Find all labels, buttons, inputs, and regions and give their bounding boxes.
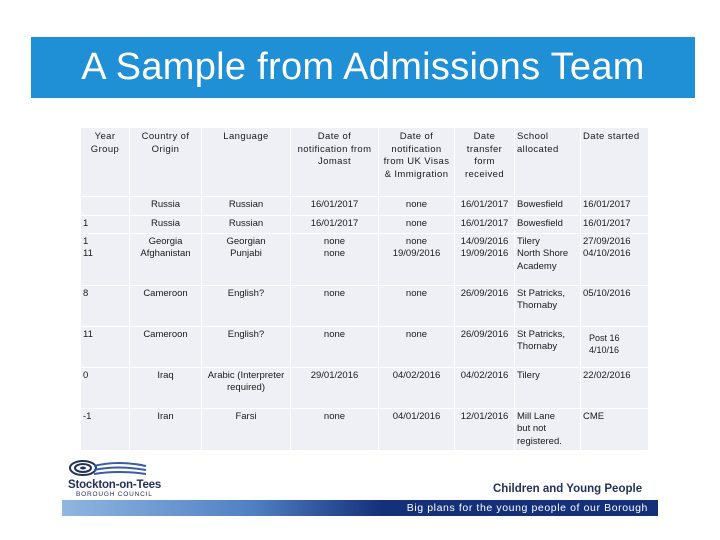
cell-date-started: 05/10/2016 (581, 285, 649, 326)
cell-language: Arabic (Interpreter required) (202, 367, 291, 408)
cell-language: Russian (202, 197, 291, 216)
cell-language: Farsi (202, 408, 291, 451)
cell-country: Russia (130, 216, 202, 234)
header-date-started: Date started (581, 128, 649, 197)
cell-date-uk-visas: none 19/09/2016 (379, 233, 455, 285)
cell-date-uk-visas: 04/02/2016 (379, 367, 455, 408)
cell-year-group: 1 11 (81, 233, 130, 285)
cell-date-jomast: none (291, 326, 379, 367)
header-date-transfer: Date transfer form received (455, 128, 515, 197)
table-row (81, 216, 649, 234)
cell-date-jomast: 16/01/2017 (291, 197, 379, 216)
table-row (81, 326, 649, 367)
header-school-allocated: School allocated (515, 128, 581, 197)
cell-school: Bowesfield (515, 197, 581, 216)
header-language: Language (202, 128, 291, 197)
stockton-logo (68, 458, 178, 498)
cell-school: Tilery (515, 367, 581, 408)
table-row (81, 408, 649, 451)
cell-date-uk-visas: none (379, 285, 455, 326)
table-header-row (81, 128, 649, 197)
slide-title: A Sample from Admissions Team (81, 46, 645, 88)
cell-date-jomast: none (291, 285, 379, 326)
slide-title-bar (31, 37, 695, 98)
footer-bar (62, 500, 658, 516)
cell-date-started: 27/09/2016 04/10/2016 (581, 233, 649, 285)
admissions-table (80, 127, 649, 451)
cell-language: Georgian Punjabi (202, 233, 291, 285)
cell-date-jomast: 16/01/2017 (291, 216, 379, 234)
cell-date-uk-visas: none (379, 216, 455, 234)
cell-year-group: 8 (81, 285, 130, 326)
cell-language: English? (202, 285, 291, 326)
cell-date-started: Post 16 4/10/16 (581, 326, 649, 367)
cell-date-transfer: 26/09/2016 (455, 285, 515, 326)
footer-tagline: Big plans for the young people of our Borough (406, 502, 648, 514)
cell-school: St Patricks, Thornaby (515, 326, 581, 367)
cell-date-uk-visas: 04/01/2016 (379, 408, 455, 451)
cell-year-group: 11 (81, 326, 130, 367)
cell-date-transfer: 26/09/2016 (455, 326, 515, 367)
cell-date-transfer: 16/01/2017 (455, 216, 515, 234)
cell-date-transfer: 14/09/2016 19/09/2016 (455, 233, 515, 285)
header-year-group: Year Group (81, 128, 130, 197)
header-date-jomast: Date of notification from Jomast (291, 128, 379, 197)
cell-date-transfer: 16/01/2017 (455, 197, 515, 216)
cell-year-group (81, 197, 130, 216)
cell-country: Iraq (130, 367, 202, 408)
cell-language: English? (202, 326, 291, 367)
cell-language: Russian (202, 216, 291, 234)
cell-country: Iran (130, 408, 202, 451)
cell-country: Georgia Afghanistan (130, 233, 202, 285)
cell-school: Bowesfield (515, 216, 581, 234)
cell-country: Cameroon (130, 285, 202, 326)
cell-date-uk-visas: none (379, 197, 455, 216)
logo-council: BOROUGH COUNCIL (76, 491, 153, 498)
cell-year-group: 1 (81, 216, 130, 234)
footer-bar-gradient (62, 500, 382, 516)
cell-date-started: 22/02/2016 (581, 367, 649, 408)
cell-school: St Patricks, Thornaby (515, 285, 581, 326)
table-row (81, 197, 649, 216)
cell-school: Tilery North Shore Academy (515, 233, 581, 285)
table-row (81, 285, 649, 326)
cell-date-jomast: none none (291, 233, 379, 285)
cell-country: Russia (130, 197, 202, 216)
cell-date-jomast: 29/01/2016 (291, 367, 379, 408)
cell-date-uk-visas: none (379, 326, 455, 367)
stockton-swoosh-logo-icon (68, 458, 148, 480)
cell-date-started: 16/01/2017 (581, 197, 649, 216)
cell-year-group: -1 (81, 408, 130, 451)
logo-wordmark: Stockton-on-Tees (68, 479, 162, 491)
cell-school: Mill Lane but not registered. (515, 408, 581, 451)
cell-date-started: CME (581, 408, 649, 451)
cell-date-transfer: 04/02/2016 (455, 367, 515, 408)
header-date-uk-visas: Date of notification from UK Visas & Immigration (379, 128, 455, 197)
cell-date-transfer: 12/01/2016 (455, 408, 515, 451)
cell-country: Cameroon (130, 326, 202, 367)
cell-date-started: 16/01/2017 (581, 216, 649, 234)
cell-date-jomast: none (291, 408, 379, 451)
header-country-of-origin: Country of Origin (130, 128, 202, 197)
table-row (81, 367, 649, 408)
department-name: Children and Young People (493, 483, 643, 495)
cell-year-group: 0 (81, 367, 130, 408)
table-row (81, 233, 649, 285)
